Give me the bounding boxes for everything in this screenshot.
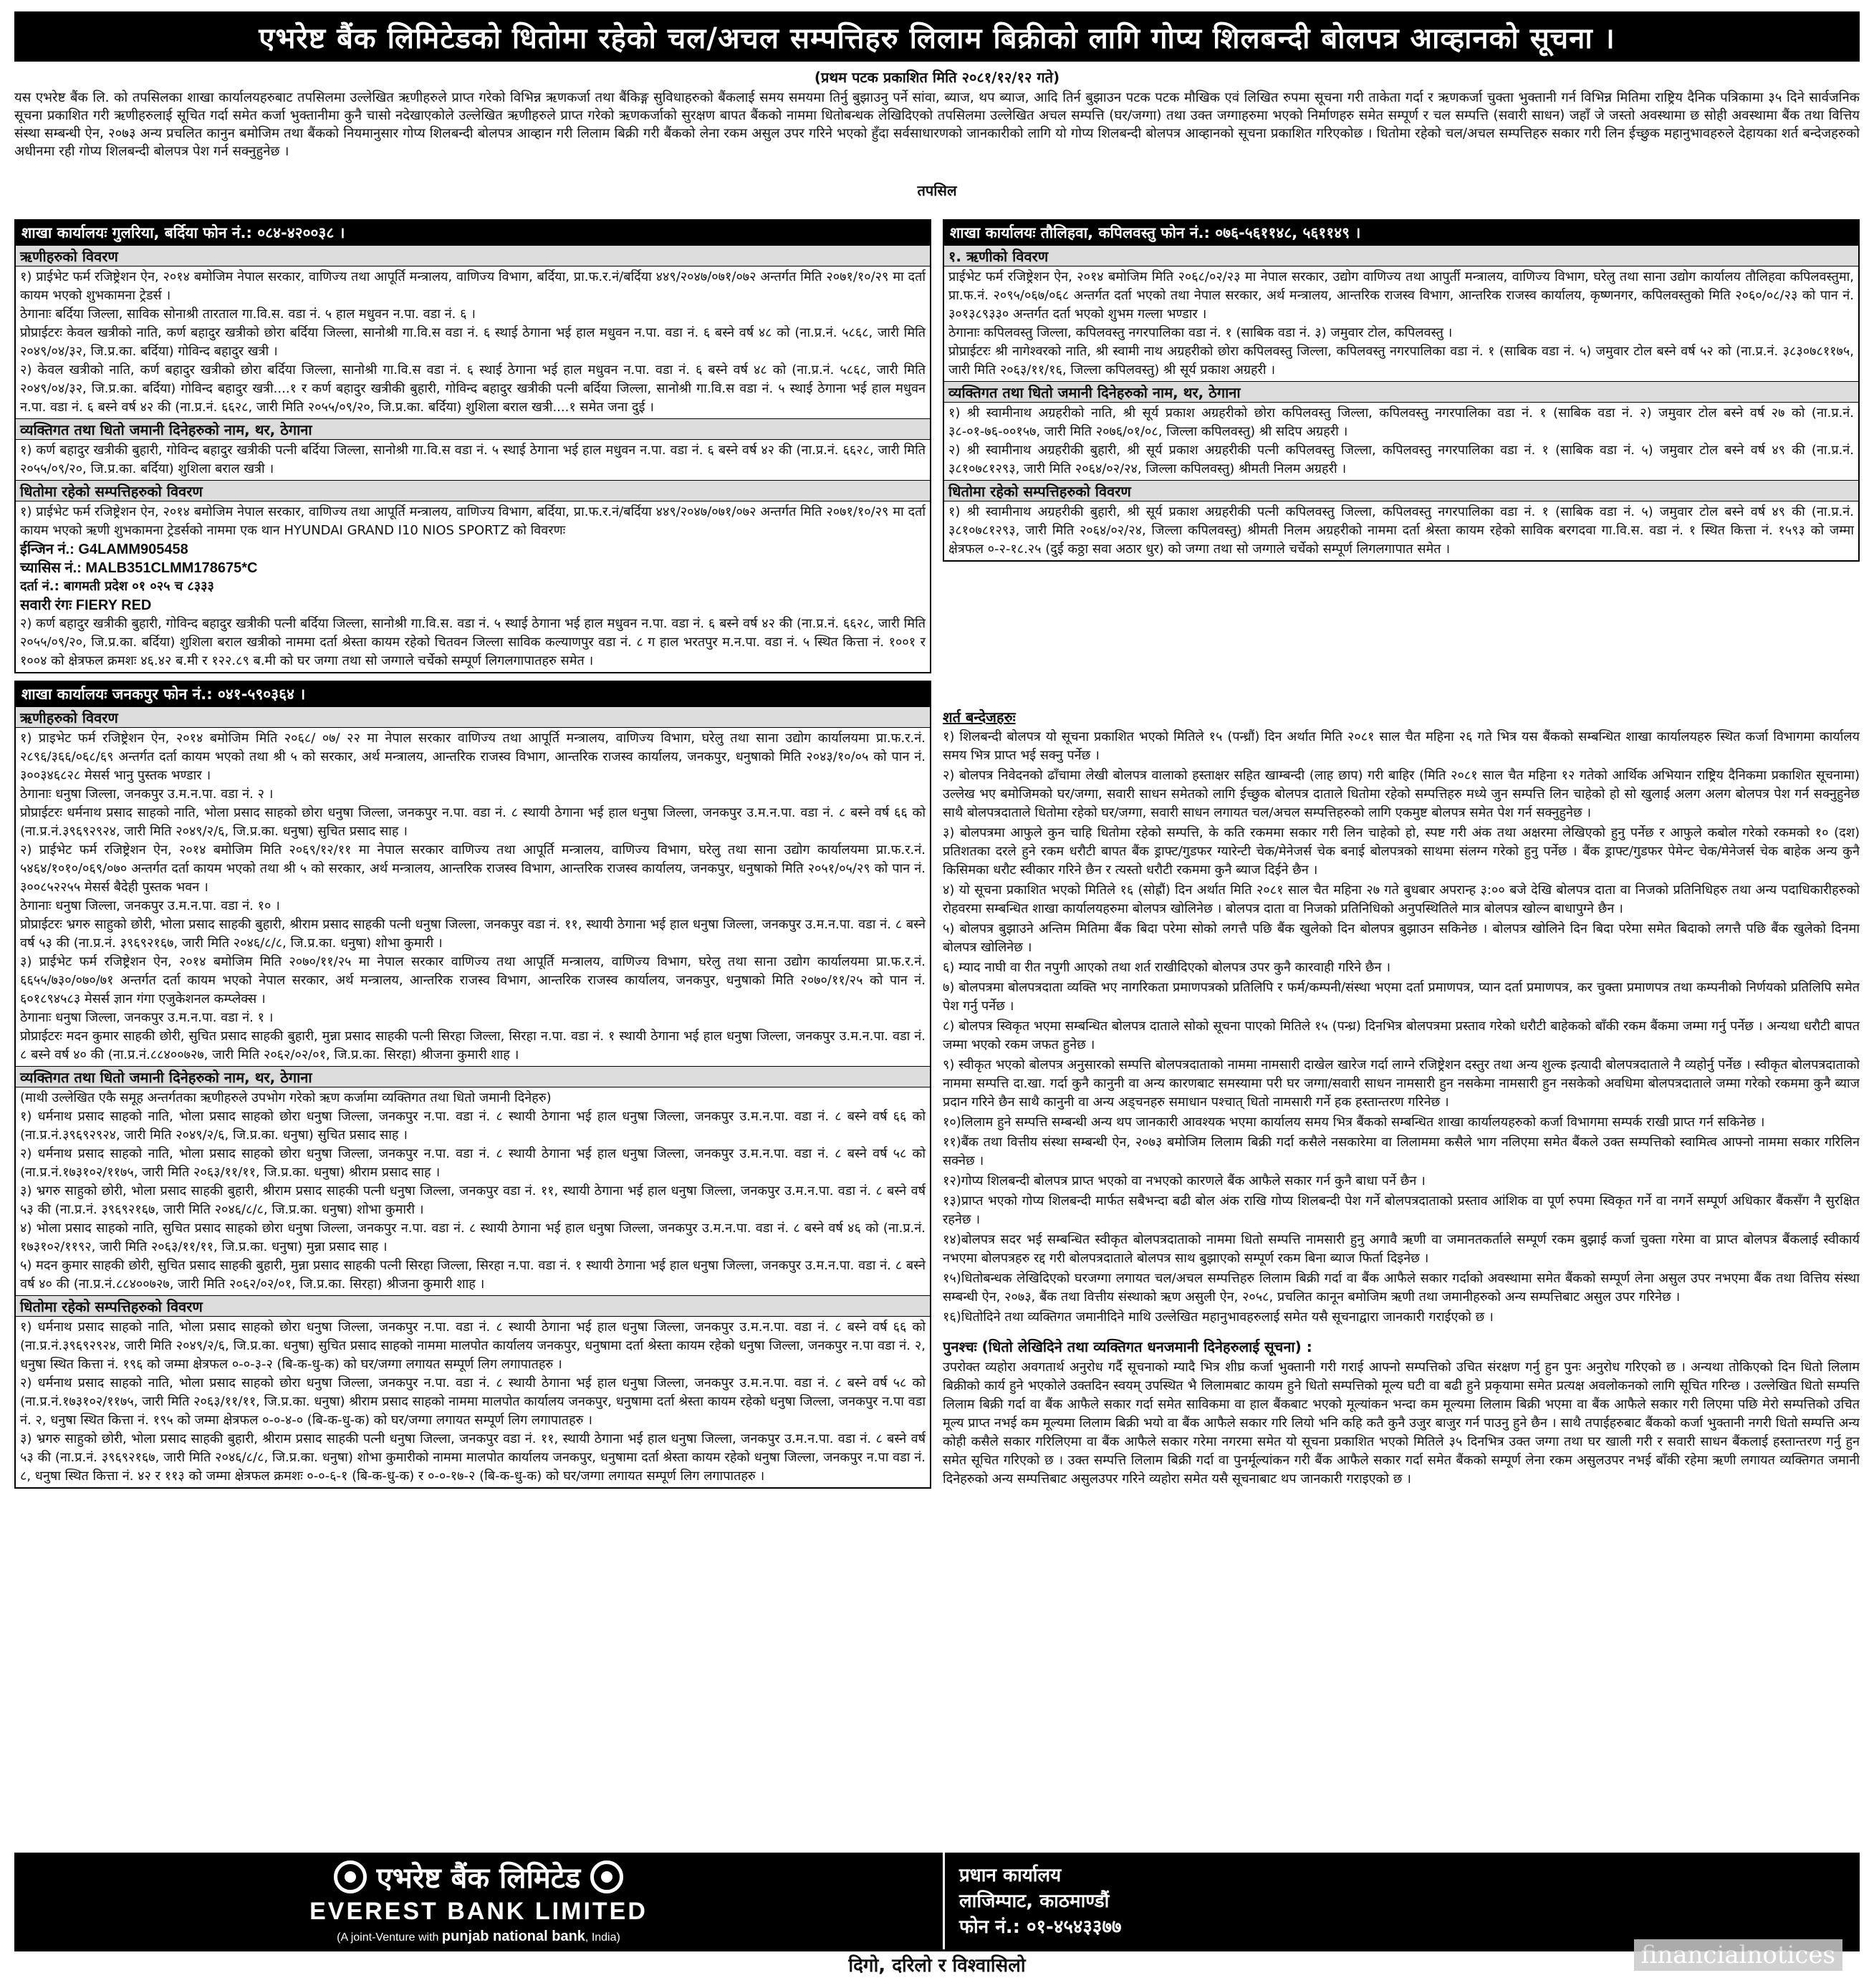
- paragraph: २) केवल खत्रीको नाति, कर्ण बहादुर खत्रीको छोरा बर्दिया जिल्ला, सानोश्री गा.वि.स वडा नं. ६ स्थाई ठेगाना भई हाल मधुवन न.पा. वडा नं. ६ बस्ने वर्ष ४८ को (ना.प्र.नं. ५८६८, जारी मिति २०४९/०४/३२, जि.प्र.का. बर्दिया) गोविन्द बहादुर खत्री....१ र कर्ण बहादुर खत्रीकी बुहारी, गोविन्द बहादुर खत्रीकी पत्नी बर्दिया जिल्ला, सानोश्री गा.वि.स वडा नं. ५ स्थाई ठेगाना भई हाल मधुवन न.पा. वडा नं. ६ बस्ने वर्ष ४२ की (ना.प्र.नं. ६६२८, जारी मिति २०५५/०९/२०, जि.प्र.का. बर्दिया) शुशिला बराल खत्री....१ समेत जना दुई ।: [20, 362, 926, 415]
- right-column: [943, 219, 1860, 1849]
- term-item: १३)प्राप्त भएको गोप्य शिलबन्दी मार्फत सबैभन्दा बढी बोल अंक राखि गोप्य शिलबन्दी पेश गर्ने बोलपत्रदाताको प्रस्ताव आंशिक वा पूर्ण रुपमा स्विकृत गर्ने वा नगर्ने सम्पूर्ण अधिकार बैंकसँग नै सुरक्षित रहनेछ ।: [943, 1194, 1860, 1227]
- paragraph: २) प्राईभेट फर्म रजिष्ट्रेशन ऐन, २०१४ बमोजिम मिति २०६९/१२/११ मा नेपाल सरकार वाणिज्य तथा आपूर्ति मन्त्रालय, वाणिज्य विभाग, घरेलु तथा साना उद्योग कार्यालयमा प्रा.फ.र.नं. ५४६४/१०१०/०६९/०७० अन्तर्गत दर्ता कायम भएको तथा श्री ५ को सरकार, अर्थ मन्त्रालय, आन्तरिक राजस्व विभाग, आन्तरिक राजस्व कार्यालय, जनकपुर, धनुषाको मिति २०५१/०५/२९ को पान नं. ३००८५२२५५ मेसर्स बैदेही पुस्तक भवन ।: [20, 842, 926, 895]
- bank-name-english: EVEREST BANK LIMITED: [309, 1898, 648, 1925]
- pnb-emblem-icon: [590, 1860, 623, 1893]
- office-phone: फोन नं.: ०१-४५४३३७७: [959, 1916, 1122, 1938]
- branch-guleria: [14, 219, 931, 673]
- paragraph: २) धर्मनाथ प्रसाद साहको नाति, भोला प्रसाद साहको छोरा धनुषा जिल्ला, जनकपुर न.पा. वडा नं. ८ स्थायी ठेगाना भई हाल धनुषा जिल्ला, जनकपुर उ.म.न.पा. वडा नं. ८ बस्ने वर्ष ५८ को (ना.प्र.नं.१७३१०२/११७५, जारी मिति २०६३/११/११, जि.प्र.का. धनुषा) श्रीराम प्रसाद साहको नाममा मालपोत कार्यालय जनकपुर, धनुषामा दर्ता श्रेस्ता कायम रहेको धनुषा जिल्ला, जनकपुर न.पा वडा नं. २, धनुषा स्थित कित्ता नं. १९५ को जम्मा क्षेत्रफल ०-०-४-० (बि-क-धु-क) को घर/जग्गा लगायत सम्पूर्ण लिग लगापातहरु ।: [20, 1375, 926, 1428]
- term-item: ४) यो सूचना प्रकाशित भएको मितिले १६ (सोह्रौं) दिन अर्थात मिति २०८१ साल चैत महिना २७ गते बुधबार अपरान्ह ३:०० बजे देखि बोलपत्र दाता वा निजको प्रतिनिधिहरु तथा अन्य पदाधिकारीहरुको रोहवरमा सम्बन्धित शाखा कार्यालयहरुमा बोलपत्र खोलिनेछ । बोलपत्र दाता वा निजको प्रतिनिधिको अनुपस्थितिले मात्र बोलपत्र खोल्न बाधापुग्ने छैन ।: [943, 883, 1860, 916]
- paragraph: १) कर्ण बहादुर खत्रीकी बुहारी, गोविन्द बहादुर खत्रीकी पत्नी बर्दिया जिल्ला, सानोश्री गा.वि.स वडा नं. ५ स्थाई ठेगाना भई हाल मधुवन न.पा. वडा नं. ६ बस्ने वर्ष ४२ की (ना.प्र.नं. ६६२८, जारी मिति २०५५/०९/२०, जि.प्र.का. बर्दिया) शुशिला बराल खत्री ।: [20, 443, 926, 476]
- section-body: [16, 501, 930, 672]
- watermark: financialnotices: [1634, 1939, 1842, 1971]
- term-item: ३) बोलपत्रमा आफुले कुन चाहि धितोमा रहेको सम्पत्ति, के कति रकममा सकार गरी लिन चाहेको हो, स्पष्ट गरी अंक तथा अक्षरमा लेखिएको हुनु पर्नेछ र आफुले कबोल गरेको रकमको १० (दश) प्रतिशतका दरले हुने रकम धरौटी बापत बैंक ड्राफ्ट/गुडफर ग्यारेन्टी चेक/मेनेजर्स चेक बनाई बोलपत्रको साथमा संलग्न गरेको हुनु पर्नेछ । बैंक ड्राफ्ट/गुडफर पेमेन्ट चेक/मेनेजर्स चेक बाहेक अन्य कुनै किसिमका धरौट स्वीकार गरिने छैन र त्यस्तो धरौटी रकममा कुनै ब्याज दिईने छैन ।: [943, 825, 1860, 878]
- paragraph: १) प्राइभेट फर्म रजिष्ट्रेशन ऐन, २०१४ बमोजिम मिति २०६८/ ०७/ २२ मा नेपाल सरकार वाणिज्य तथा आपूर्ति मन्त्रालय, वाणिज्य विभाग, घरेलु तथा साना उद्योग कार्यालयमा प्रा.फ.र.नं. २८९६/३६६/०६८/६९ अन्तर्गत दर्ता कायम भएको तथा श्री ५ को सरकार, अर्थ मन्त्रालय, आन्तरिक राजस्व विभाग, आन्तरिक राजस्व कार्यालय, जनकपुर, धनुषाको मिति २०४३/१०/०५ को पान नं. ३००३४६८२८ मेसर्स भानु पुस्तक भण्डार ।: [20, 731, 926, 783]
- paragraph: ठेगानाः धनुषा जिल्ला, जनकपुर उ.म.न.पा. वडा नं. १० ।: [20, 898, 280, 913]
- notice-page: [14, 11, 1860, 1978]
- term-item: ८) बोलपत्र स्विकृत भएमा सम्बन्धित बोलपत्र दाताले सोको सूचना पाएको मितिले १५ (पन्ध्र) दिनभित्र बोलपत्रमा प्रस्ताव गरेको धरौटी बाहेकको बाँकी रकम बैंकमा जम्मा गर्नु पर्नेछ । अन्यथा धरौटी बापत जम्मा भएको रकम जफत हुनेछ ।: [943, 1019, 1860, 1052]
- term-item: ११)बैंक तथा वित्तीय संस्था सम्बन्धी ऐन, २०७३ बमोजिम लिलाम बिक्री गर्दा कसैले नसकारेमा वा लिलाममा कसैले भाग नलिएमा समेत बैंकले उक्त सम्पत्तिको स्वामित्व आफ्नो नाममा सकार गरिलिन सक्नेछ ।: [943, 1135, 1860, 1168]
- paragraph: प्रोप्राईटरः भ्रगरु साहुको छोरी, भोला प्रसाद साहकी बुहारी, श्रीराम प्रसाद साहकी पत्नी धनुषा जिल्ला, जनकपुर वडा नं. ११, स्थायी ठेगाना भई हाल धनुषा जिल्ला, जनकपुर उ.म.न.पा. वडा नं. ८ बस्ने वर्ष ५३ की (ना.प्र.नं. ३९६९२१६७, जारी मिति २०४६/८/८, जि.प्र.का. धनुषा) शोभा कुमारी ।: [20, 917, 926, 951]
- branch-header: शाखा कार्यालयः तौलिहवा, कपिलवस्तु फोन नं.: ०७६-५६११४८, ५६११४९ ।: [944, 221, 1858, 245]
- section-header: ऋणीहरुको विवरण: [16, 245, 930, 266]
- term-item: १६)धितोदिने तथा व्यक्तिगत जमानीदिने माथि उल्लेखित महानुभावहरुलाई समेत यसै सूचनाद्वारा जानकारी गराईएको छ ।: [943, 1310, 1494, 1325]
- section-header: धितोमा रहेको सम्पत्तिहरुको विवरण: [16, 480, 930, 501]
- terms-heading: शर्त बन्देजहरुः: [943, 709, 1016, 726]
- paragraph: १) प्राईभेट फर्म रजिष्ट्रेशन ऐन, २०१४ बमोजिम नेपाल सरकार, वाणिज्य तथा आपूर्ति मन्त्रालय, वाणिज्य विभाग, बर्दिया, प्रा.फ.र.नं/बर्दिया ४४९/२०४७/०७१/०७२ अन्तर्गत मिति २०७१/१०/२९ मा दर्ता कायम भएको शुभकामना ट्रेडर्स ।: [20, 269, 926, 303]
- section-body: [16, 440, 930, 480]
- paragraph: (माथी उल्लेखित एकै समूह अन्तर्गतका ऋणीहरुले उपभोग गरेको ऋण कर्जामा व्यक्तिगत तथा धितो जमानी दिनेहरु): [20, 1090, 552, 1105]
- bank-logo: [14, 1853, 943, 1949]
- joint-venture-line: [337, 1929, 620, 1945]
- term-item: १५)धितोबन्धक लेखिदिएको घरजग्गा लगायत चल/अचल सम्पत्तिहरु लिलाम बिक्री गर्दा वा बैंक आफैले सकार गर्दाको अवस्थामा समेत बैंकको सम्पूर्ण लेना असुल उपर नभएमा बैंक तथा वित्तिय संस्था सम्बन्धी ऐन, २०७३, बैंक तथा वित्तीय संस्थाको ऋण असुली ऐन, २०५८, प्रचलित कानून बमोजिम ऋणी तथा जमानीहरुको अन्य सम्पत्तिबाट असुल उपर गरिनेछ ।: [943, 1271, 1860, 1305]
- paragraph: १) धर्मनाथ प्रसाद साहको नाति, भोला प्रसाद साहको छोरा धनुषा जिल्ला, जनकपुर न.पा. वडा नं. ८ स्थायी ठेगाना भई हाल धनुषा जिल्ला, जनकपुर उ.म.न.पा. वडा नं. ८ बस्ने वर्ष ६६ को (ना.प्र.नं.३९६९२९२४, जारी मिति २०४९/२/६, जि.प्र.का. धनुषा) सुचित प्रसाद साह ।: [20, 1109, 926, 1143]
- section-header: धितोमा रहेको सम्पत्तिहरुको विवरण: [16, 1295, 930, 1317]
- paragraph: २) कर्ण बहादुर खत्रीकी बुहारी, गोविन्द बहादुर खत्रीकी पत्नी बर्दिया जिल्ला, सानोश्री गा.वि.स. वडा नं. ५ स्थाई ठेगाना भई हाल मधुवन न.पा. वडा नं. ६ बस्ने वर्ष ४२ की (ना.प्र.नं. ६६२८, जारी मिति २०५५/०९/२०, जि.प्र.का. बर्दिया) शुशिला बराल खत्रीको नाममा दर्ता श्रेस्ता कायम रहेको चितवन जिल्ला साविक कल्याणपुर वडा नं. ८ ग हाल भरतपुर म.न.पा. वडा नं. ५ स्थित कित्ता नं. १००१ र १००४ को क्षेत्रफल क्रमशः ४६.४२ ब.मी र १२२.८९ ब.मी को घर जग्गा तथा सो जग्गाले चर्चेको सम्पूर्ण लिगलगापातहरु समेत ।: [20, 616, 926, 668]
- footer-band: [14, 1853, 1860, 1949]
- paragraph: ठेगानाः धनुषा जिल्ला, जनकपुर उ.म.न.पा. वडा नं. २ ।: [20, 787, 274, 802]
- section-header: धितोमा रहेको सम्पत्तिहरुको विवरण: [944, 480, 1858, 501]
- bank-emblem-icon: [334, 1860, 367, 1893]
- paragraph: ३) प्राईभेट फर्म रजिष्ट्रेशन ऐन, २०१४ बमोजिम मिति २०७०/११/२५ मा नेपाल सरकार वाणिज्य तथा आपूर्ति मन्त्रालय, वाणिज्य विभाग, घरेलु तथा साना उद्योग कार्यालयमा प्रा.फ.र.नं. ६६५५/७३०/०७०/७१ अन्तर्गत दर्ता कायम भएको नेपाल सरकार, अर्थ मन्त्रालय, आन्तरिक राजस्व विभाग, आन्तरिक राजस्व कार्यालय, जनकपुर, धनुषाको मिति २०७०/११/२५ को पान नं. ६०१८९४५८३ मेसर्स ज्ञान गंगा एजुकेशनल कम्प्लेक्स ।: [20, 954, 926, 1007]
- section-body: [944, 501, 1858, 560]
- notice-title: एभरेष्ट बैंक लिमिटेडको धितोमा रहेको चल/अचल सम्पत्तिहरु लिलाम बिक्रीको लागि गोप्य शिलबन्दी बोलपत्र आव्हानको सूचना ।: [14, 11, 1860, 62]
- paragraph: ठेगानाः बर्दिया जिल्ला, साविक सोनाश्री तारताल गा.वि.स. वडा नं. ५ हाल मधुवन न.पा. वडा नं. ६ ।: [20, 307, 476, 322]
- section-body: [16, 728, 930, 1066]
- jv-partner: punjab national bank: [441, 1929, 585, 1944]
- section-body: [16, 1317, 930, 1487]
- branch-header: शाखा कार्यालयः जनकपुर फोन नं.: ०४१-५९०३६४ ।: [16, 682, 930, 706]
- postscript-heading: पुनश्चः (धितो लेखिदिने तथा व्यक्तिगत धनजमानी दिनेहरुलाई सूचना) :: [943, 1338, 1312, 1355]
- bank-tagline: दिगो, दरिलो र विश्वासिलो: [14, 1949, 1860, 1978]
- paragraph: १) धर्मनाथ प्रसाद साहको नाति, भोला प्रसाद साहको छोरा धनुषा जिल्ला, जनकपुर न.पा. वडा नं. ८ स्थायी ठेगाना भई हाल धनुषा जिल्ला, जनकपुर उ.म.न.पा. वडा नं. ८ बस्ने वर्ष ६६ को (ना.प्र.नं.३९६९२९२४, जारी मिति २०४९/२/६, जि.प्र.का. धनुषा) सुचित प्रसाद साहको नाममा मालपोत कार्यालय जनकपुर, धनुषामा दर्ता श्रेस्ता कायम रहेको धनुषा जिल्ला, जनकपुर न.पा वडा नं. २, धनुषा स्थित कित्ता नं. १९६ को जम्मा क्षेत्रफल ०-०-३-२ (बि-क-धु-क) को घर/जग्गा लगायत सम्पूर्ण लिग लगापातहरु ।: [20, 1320, 926, 1372]
- branch-janakpur: [14, 681, 931, 1489]
- section-header: व्यक्तिगत तथा धितो जमानी दिनेहरुको नाम, थर, ठेगाना: [16, 418, 930, 440]
- term-item: ६) म्याद नाघी वा रीत नपुगी आएको तथा शर्त राखीदिएको बोलपत्र उपर कुनै कारवाही गरिने छैन ।: [943, 960, 1391, 975]
- terms-section: [943, 706, 1860, 1738]
- jv-suffix: , India): [585, 1931, 620, 1944]
- paragraph: ५) मदन कुमार साहकी छोरी, सुचित प्रसाद साहकी बुहारी, मुन्ना प्रसाद साहकी पत्नी सिरहा जिल्ला, सिरहा न.पा. वडा नं. १ स्थायी ठेगाना भई हाल धनुषा जिल्ला, जनकपुर उ.म.न.पा. वडा नं. ८ बस्ने वर्ष ४० की (ना.प्र.नं.८८४००७२७, जारी मिति २०६२/०२/०१, जि.प्र.का. सिरहा) श्रीजना कुमारी शाह ।: [20, 1258, 926, 1292]
- section-header: व्यक्तिगत तथा धितो जमानी दिनेहरुको नाम, थर, ठेगाना: [16, 1066, 930, 1087]
- paragraph: ४) भोला प्रसाद साहको नाति, सुचित प्रसाद साहको छोरा धनुषा जिल्ला, जनकपुर न.पा. वडा नं. ८ स्थायी ठेगाना भई हाल धनुषा जिल्ला, जनकपुर उ.म.न.पा. वडा नं. ८ बस्ने वर्ष ४६ को (ना.प्र.नं. १७३१०२/११९२, जारी मिति २०६३/११/११, जि.प्र.का. धनुषा) मुन्ना प्रसाद साह ।: [20, 1221, 926, 1254]
- head-office: [943, 1853, 1860, 1949]
- schedule-columns: [14, 219, 1860, 1849]
- section-body: [944, 403, 1858, 480]
- section-body: [16, 266, 930, 418]
- paragraph: ३) भ्रगरु साहुको छोरी, भोला प्रसाद साहकी बुहारी, श्रीराम प्रसाद साहकी पत्नी धनुषा जिल्ला, जनकपुर वडा नं. ११, स्थायी ठेगाना भई हाल धनुषा जिल्ला, जनकपुर उ.म.न.पा. वडा नं. ८ बस्ने वर्ष ५३ की (ना.प्र.नं. ३९६९२१६७, जारी मिति २०४६/८/८, जि.प्र.का. धनुषा) शोभा कुमारीको नाममा मालपोत कार्यालय जनकपुर, धनुषामा दर्ता श्रेस्ता कायम रहेको धनुषा जिल्ला, जनकपुर न.पा वडा नं. ८, धनुषा स्थित कित्ता नं. ४२ र ११३ को जम्मा क्षेत्रफल क्रमशः ०-०-६-१ (बि-क-धु-क) र ०-०-१७-२ (बि-क-धु-क) को घर/जग्गा लगायत सम्पूर्ण लिग लगापातहरु ।: [20, 1431, 926, 1484]
- term-item: १०)लिलाम हुने सम्पत्ति सम्बन्धी अन्य थप जानकारी आवश्यक भएमा कार्यालय समय भित्र बैंकको सम्बन्धित शाखा कार्यालयहरुको कर्जा विभागमा सम्पर्क राखी प्राप्त गर्न सकिनेछ ।: [943, 1115, 1765, 1130]
- branch-header: शाखा कार्यालयः गुलरिया, बर्दिया फोन नं.: ०८४-४२००३८ ।: [16, 221, 930, 245]
- publication-date: (प्रथम पटक प्रकाशित मिति २०८१/१२/१२ गते): [814, 69, 1060, 86]
- intro-paragraph: यस एभरेष्ट बैंक लि. को तपसिलका शाखा कार्यालयहरुबाट तपसिलमा उल्लेखित ऋणीहरुले प्राप्त गरेको विभिन्न ऋणकर्जा तथा बैंकिङ्ग सुविधाहरुको बैंकलाई समय समयमा तिर्नु बुझाउनु पर्ने सांवा, ब्याज, थप ब्याज, आदि तिर्न बुझाउन पटक पटक मौखिक एवं लिखित रुपमा सूचना गरी ताकेता गर्दा र ऋणकर्जा चुक्ता भुक्तानी गर्न विभिन्न मितिमा राष्ट्रिय दैनिक पत्रिकामा ३५ दिने सार्वजनिक सूचना प्रकाशित गरी ऋणीहरुलाई सूचित गर्दा समेत कर्जा भुक्तानीमा कुनै चासो नदेखाएकोले उल्लेखित ऋणीहरुले प्राप्त गरेको ऋणकर्जाको सुरक्षण बापत बैंकको नाममा धितोबन्धक लेखिदिएको तपसिलमा उल्लेखित अचल सम्पत्ति (घर/जग्गा) तथा उक्त जग्गाहरुमा भएको निर्माणहरु समेत सम्पूर्ण र चल सम्पत्ति (सवारी साधन) जहाँ जे जस्तो अवस्थामा छ सोही अवस्थामा बैंक तथा वित्तिय संस्था सम्बन्धी ऐन, २०७३ अन्य प्रचलित कानुन बमोजिम तथा बैंकको नियमानुसार गोप्य शिलबन्दी बोलपत्र आव्हान गरी लिलाम बिक्री गरी बैंकको लेना रकम असुल उपर गरिने भएको हुँदा सर्वसाधारणको जानकारीको लागि यो गोप्य शिलबन्दी बोलपत्र आव्हानको सूचना प्रकाशित गरिएकोछ । धितोमा रहेको चल/अचल सम्पत्तिहरु सकार गरी लिन ईच्छुक महानुभावहरुले देहायका शर्त बन्देजहरुको अधीनमा रही गोप्य शिलबन्दी बोलपत्र पेश गर्न सक्नुहुनेछ ।: [14, 90, 1860, 159]
- term-item: १) शिलबन्दी बोलपत्र यो सूचना प्रकाशित भएको मितिले १५ (पन्ध्रौं) दिन अर्थात मिति २०८१ साल चैत महिना २६ गते भित्र यस बैंकको सम्बन्धित शाखा कार्यालयहरु स्थित कर्जा विभागमा कार्यालय समय भित्र प्राप्त भई सक्नु पर्नेछ ।: [943, 729, 1860, 763]
- paragraph: १) श्री स्वामीनाथ अग्रहरीको नाति, श्री सूर्य प्रकाश अग्रहरीको छोरा कपिलवस्तु जिल्ला, कपिलवस्तु नगरपालिका वडा नं. १ (साबिक वडा नं. २) जमुवार टोल बस्ने वर्ष २७ को (ना.प्र.नं. ३८-०१-७६-००१५७, जारी मिति २०७६/०१/०८, जिल्ला कपिलवस्तु) श्री सदिप अग्रहरी ।: [948, 405, 1854, 439]
- bank-name-nepali: एभरेष्ट बैंक लिमिटेड: [376, 1862, 581, 1895]
- section-header: १. ऋणीको विवरण: [944, 245, 1858, 266]
- term-item: १२)गोप्य शिलबन्दी बोलपत्र प्राप्त भएको वा नभएको कारणले बैंक आफैले सकार गर्न कुनै बाधा पर्ने छैन ।: [943, 1173, 1426, 1189]
- office-address: लाजिम्पाट, काठमाण्डौं: [959, 1891, 1110, 1912]
- registration-number: दर्ता नं.: बागमती प्रदेश ०१ ०२५ च ८३३३: [20, 579, 214, 594]
- paragraph: प्रोप्राईटरः मदन कुमार साहकी छोरी, सुचित प्रसाद साहकी बुहारी, मुन्ना प्रसाद साहकी पत्नी सिरहा जिल्ला, सिरहा न.पा. वडा नं. १ स्थायी ठेगाना भई हाल धनुषा जिल्ला, जनकपुर उ.म.न.पा. वडा नं. ८ बस्ने वर्ष ४० की (ना.प्र.नं.८८४००७२७, जारी मिति २०६२/०२/०१, जि.प्र.का. सिरहा) श्रीजना कुमारी शाह ।: [20, 1029, 926, 1062]
- section-header: व्यक्तिगत तथा धितो जमानी दिनेहरुको नाम, थर, ठेगाना: [944, 381, 1858, 403]
- left-column: [14, 219, 931, 1849]
- schedule-heading: तपसिल: [917, 182, 957, 199]
- branch-taulihawa: [943, 219, 1860, 562]
- paragraph: २) श्री स्वामीनाथ अग्रहरीकी बुहारी, श्री सूर्य प्रकाश अग्रहरीकी पत्नी कपिलवस्तु जिल्ला, कपिलवस्तु नगरपालिका वडा नं. १ (साबिक वडा नं. ५) जमुवार टोल बस्ने वर्ष ४९ की (ना.प्र.नं. ३८१०७८१२९३, जारी मिति २०६४/०२/२४, जिल्ला कपिलवस्तु) श्रीमती निलम अग्रहरी ।: [948, 443, 1854, 476]
- term-item: २) बोलपत्र निवेदनको ढाँचामा लेखी बोलपत्र वालाको हस्ताक्षर सहित खाम्बन्दी (लाह छाप) गरी बाहिर (मिति २०८१ साल चैत महिना १२ गतेको आर्थिक अभियान राष्ट्रिय दैनिकमा प्रकाशित सूचनामा) उल्लेख भए बमोजिमको घर/जग्गा, सवारी साधन समेतको लागि ईच्छुक बोलपत्र दाताले धितोमा रहेको सम्पत्तिहरु मध्ये जुन सम्पत्ति लिन चाहेको हो सो खुलाई अलग अलग बोलपत्र पेश गर्न सक्नुहुनेछ साथै बोलपत्रदाताले धितोमा रहेको घर/जग्गा, सवारी साधन लगायत चल/अचल सम्पत्तिहरुको लागि एकमुष्ट बोलपत्र समेत पेश गर्न सक्नुहुनेछ ।: [943, 768, 1860, 820]
- paragraph: प्राईभेट फर्म रजिष्ट्रेशन ऐन, २०१४ बमोजिम मिति २०६८/०२/२३ मा नेपाल सरकार, उद्योग वाणिज्य तथा आपुर्ती मन्त्रालय, वाणिज्य विभाग, घरेलु तथा साना उद्योग कार्यालय तौलिहवा कपिलवस्तुमा, प्रा.फ.नं. २०९५/०६७/०६८ अन्तर्गत दर्ता भएको तथा नेपाल सरकार, अर्थ मन्त्रालय, आन्तरिक राजस्व विभाग, आन्तरिक राजस्व कार्यालय, कृष्णनगर, कपिलवस्तुको मिति २०६०/०८/२३ को पान नं. ३०१३८९३३० अन्तर्गत दर्ता भएको शुभम गल्ला भण्डार ।: [948, 269, 1854, 322]
- footer: [14, 1853, 1860, 1978]
- section-body: [16, 1087, 930, 1295]
- section-body: [944, 266, 1858, 381]
- paragraph: ठेगानाः कपिलवस्तु जिल्ला, कपिलवस्तु नगरपालिका वडा नं. १ (साबिक वडा नं. ३) जमुवार टोल, कपिलवस्तु ।: [948, 325, 1453, 340]
- paragraph: प्रोप्राईटरः धर्मनाथ प्रसाद साहको नाति, भोला प्रसाद साहको छोरा धनुषा जिल्ला, जनकपुर न.पा. वडा नं. ८ स्थायी ठेगाना भई हाल धनुषा जिल्ला, जनकपुर उ.म.न.पा. वडा नं. ८ बस्ने वर्ष ६६ को (ना.प्र.नं.३९६९२९२४, जारी मिति २०४९/२/६, जि.प्र.का. धनुषा) सुचित प्रसाद साह ।: [20, 805, 926, 839]
- paragraph: १) प्राईभेट फर्म रजिष्ट्रेशन ऐन, २०१४ बमोजिम नेपाल सरकार, वाणिज्य तथा आपूर्ति मन्त्रालय, वाणिज्य विभाग, बर्दिया, प्रा.फ.र.नं/बर्दिया ४४९/२०४७/०७१/०७२ अन्तर्गत मिति २०७१/१०/२९ मा दर्ता कायम भएको ऋणी शुभकामना ट्रेडर्सको नाममा एक थान HYUNDAI GRAND I10 NIOS SPORTZ को विवरणः: [20, 504, 926, 538]
- paragraph: २) धर्मनाथ प्रसाद साहको नाति, भोला प्रसाद साहको छोरा धनुषा जिल्ला, जनकपुर न.पा. वडा नं. ८ स्थायी ठेगाना भई हाल धनुषा जिल्ला, जनकपुर उ.म.न.पा. वडा नं. ८ बस्ने वर्ष ५८ को (ना.प्र.नं.१७३१०२/११७५, जारी मिति २०६३/११/११, जि.प्र.का. धनुषा) श्रीराम प्रसाद साह ।: [20, 1146, 926, 1180]
- paragraph: प्रोप्राईटरः श्री नागेश्वरको नाति, श्री स्वामी नाथ अग्रहरीको छोरा कपिलवस्तु जिल्ला, कपिलवस्तु नगरपालिका वडा नं. १ (साबिक वडा नं. ५) जमुवार टोल बस्ने वर्ष ५२ को (ना.प्र.नं. ३८३०७८११७५, जारी मिति २०६३/११/१६, जिल्ला कपिलवस्तु) श्री सूर्य प्रकाश अग्रहरी ।: [948, 344, 1854, 378]
- office-title: प्रधान कार्यालय: [959, 1865, 1062, 1886]
- paragraph: १) श्री स्वामीनाथ अग्रहरीकी बुहारी, श्री सूर्य प्रकाश अग्रहरीकी पत्नी कपिलवस्तु जिल्ला, कपिलवस्तु नगरपालिका वडा नं. १ (साबिक वडा नं. ५) जमुवार टोल बस्ने वर्ष ४९ की (ना.प्र.नं. ३८१०७८१२९३, जारी मिति २०६४/०२/२४, जिल्ला कपिलवस्तु) श्रीमती निलम अग्रहरीको नाममा दर्ता श्रेस्ता कायम रहेको साविक बरगदवा गा.वि.स. वडा नं. १ स्थित कित्ता नं. १५९३ को जम्मा क्षेत्रफल ०-२-१८.२५ (दुई कठ्ठा सवा अठार धुर) को जग्गा तथा सो जग्गाले चर्चेको सम्पूर्ण लिगलगापात समेत ।: [948, 504, 1854, 557]
- paragraph: ३) भ्रगरु साहुको छोरी, भोला प्रसाद साहकी बुहारी, श्रीराम प्रसाद साहकी पत्नी धनुषा जिल्ला, जनकपुर वडा नं. ११, स्थायी ठेगाना भई हाल धनुषा जिल्ला, जनकपुर उ.म.न.पा. वडा नं. ८ बस्ने वर्ष ५३ की (ना.प्र.नं. ३९६९२१६७, जारी मिति २०४६/८/८, जि.प्र.का. धनुषा) शोभा कुमारी ।: [20, 1183, 926, 1217]
- paragraph: ठेगानाः धनुषा जिल्ला, जनकपुर उ.म.न.पा. वडा नं. १ ।: [20, 1010, 274, 1025]
- paragraph: प्रोप्राईटरः केवल खत्रीको नाति, कर्ण बहादुर खत्रीको छोरा बर्दिया जिल्ला, सानोश्री गा.वि.स वडा नं. ६ स्थाई ठेगाना भई हाल मधुवन न.पा. वडा नं. ६ बस्ने वर्ष ४८ को (ना.प्र.नं. ५८६८, जारी मिति २०४९/०४/३२, जि.प्र.का. बर्दिया) गोविन्द बहादुर खत्री ।: [20, 325, 926, 359]
- jv-prefix: (A joint-Venture with: [337, 1931, 439, 1944]
- term-item: ९) स्वीकृत भएको बोलपत्र अनुसारको सम्पत्ति बोलपत्रदाताको नाममा नामसारी दाखेल खारेज गर्दा लाग्ने रजिष्ट्रेशन दस्तुर तथा अन्य शुल्क इत्यादी बोलपत्रदाताले नै व्यहोर्नु पर्नेछ । स्वीकृत बोलपत्रदाताको नाममा सम्पत्ति दा.खा. गर्दा कुनै कानुनी वा अन्य कारणबाट समस्यामा परी घर जग्गा/सवारी साधन नामसारी हुन नसकेमा नामसारी हुन नसकेको अवधिमा बोलपत्रदाताले जम्मा गरेको रकममा कुनै ब्याज प्रदान गरिने छैन साथै कानुनी वा अन्य अड्चनहरु समाधान पश्चात् धितो नामसारी गर्ने हक हस्तान्तरण गरिनेछ ।: [943, 1057, 1860, 1110]
- term-item: १४)बोलपत्र सदर भई सम्बन्धित स्वीकृत बोलपत्रदाताको नाममा धितो सम्पत्ति नामसारी हुनु अगावै ऋणी वा जमानतकर्ताले सम्पूर्ण रकम बुझाई कर्जा चुक्ता गरेमा वा प्राप्त बोलपत्र बैंकलाई स्वीकार्य नभएमा बोलपत्रहरु रद्द गरी बोलपत्रदाताले बोलपत्र साथ बुझाएको सम्पूर्ण रकम बिना ब्याज फिर्ता दिइनेछ ।: [943, 1232, 1860, 1266]
- term-item: ५) बोलपत्र बुझाउने अन्तिम मितिमा बैंक बिदा परेमा सोको लगत्तै पछि बैंक खुलेको दिन बोलपत्र बुझाउन सकिनेछ । बोलपत्र खोलिने दिन बिदा परेमा समेत बिदाको लगत्तै पछि बैंक खुलेको दिनमा बोलपत्र खोलिनेछ ।: [943, 921, 1860, 955]
- postscript-body: उपरोक्त व्यहोरा अवगतार्थ अनुरोध गर्दै सूचनाको म्यादै भित्र शीघ्र कर्जा भुक्तानी गरी गराई आफ्नो सम्पत्तिको उचित संरक्षण गर्नु हुन पुनः अनुरोध गरिएको छ । अन्यथा तोकिएको दिन धितो लिलाम बिक्रीको कार्य हुने भएकोले उक्तदिन स्वयम् उपस्थित भै लिलामबाट कायम हुने धितो सम्पत्तिको मूल्य घटी वा बढी हुने प्रकृयामा समेत प्रत्यक्ष अवलोकनको लागि सूचित गरिन्छ । उल्लेखित धितो सम्पत्ति लिलाम बिक्री गर्दा वा बैंक आफैले सकार गर्दा समेत साविकमा वा हाल बैंकबाट भएको मूल्यांकन भन्दा कम मूल्यमा लिलाम बिक्री भएमा वा बैंक आफैले सकार गरी लिएमा पछि मेरो सम्पत्तिको उचित मूल्य प्राप्त नभई कम मूल्यमा लिलाम बिक्री भयो वा बैंक आफैले सकार गरि लियो भनि कहि कतै कुनै उजुर बाजुर गर्न पाउनु हुने छैन । साथै तपाईहरुबाट बैंकको कर्जा भुक्तानी नगरी धितो सम्पत्ति अन्य कोही कसैले सकार गरिलिएमा वा बैंक आफैले सकार गरेमा नगरमा समेत यो सूचना प्रकाशित भएको मितिले ३५ दिनभित्र उक्त जग्गा तथा घर खाली गरी र सवारी साधन बैंकलाई हस्तान्तरण गर्नु हुन समेत सूचित गरिएको छ । उक्त सम्पत्ति लिलाम बिक्री गर्दा वा पुनर्मूल्यांकन गरी बैंक आफैले सकार गर्दा समेत बैंकको सम्पूर्ण लेना रकम असुलउपर नभई बाँकी रहेमा ऋणी लगायत व्यक्तिगत जमानी दिनेहरुको अन्य सम्पत्तिबाट असुलउपर गरिने व्यहोरा समेत यसै सूचनाबाट थप जानकारी गराइएको छ ।: [943, 1360, 1860, 1487]
- section-header: ऋणीहरुको विवरण: [16, 706, 930, 728]
- vehicle-color: सवारी रंगः FIERY RED: [20, 597, 152, 613]
- logo-row: [334, 1857, 624, 1896]
- engine-number: ईन्जिन नं.: G4LAMM905458: [20, 542, 188, 557]
- chassis-number: च्यासिस नं.: MALB351CLMM178675*C: [20, 560, 258, 576]
- term-item: ७) बोलपत्रमा बोलपत्रदाता व्यक्ति भए नागरिकता प्रमाणपत्रको प्रतिलिपि र फर्म/कम्पनी/संस्था भएमा दर्ता प्रमाणपत्र, प्यान दर्ता प्रमाणपत्र, कर चुक्ता प्रमाणपत्र तथा कम्पनीको निर्णयको प्रतिलिपि समेत पेश गर्नु पर्नेछ ।: [943, 980, 1860, 1014]
